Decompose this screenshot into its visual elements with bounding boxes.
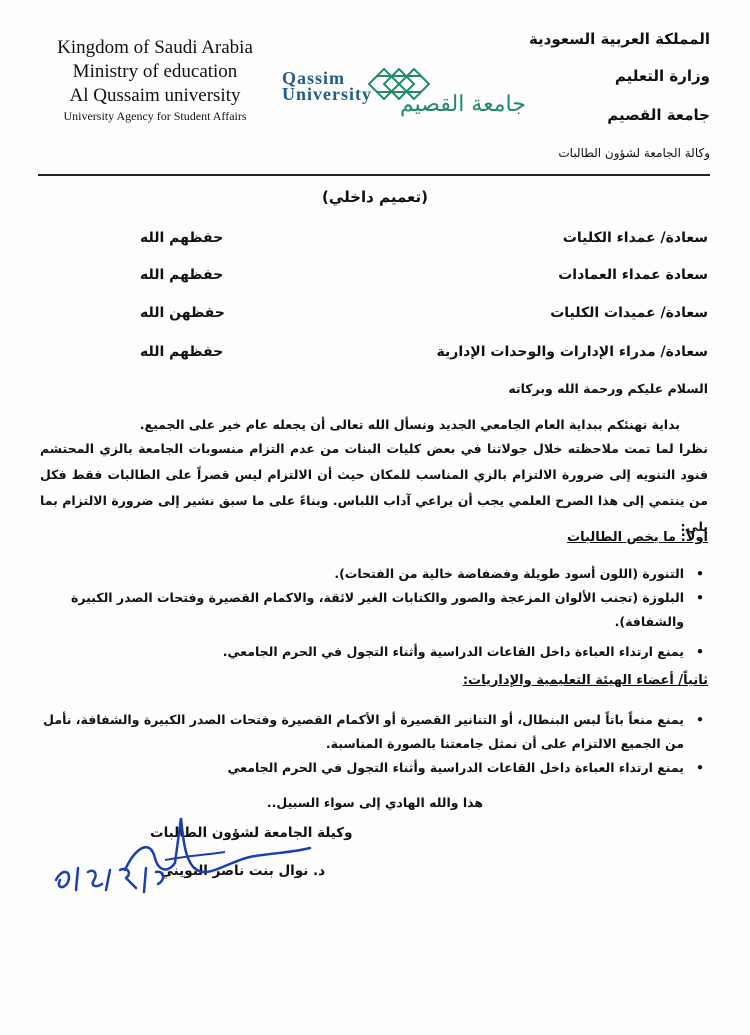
section-staff-list [34,708,708,780]
memo-title: (تعميم داخلي) [322,188,428,206]
english-header [40,36,270,124]
addressee-2: سعادة عمداء العمادات [558,267,708,283]
en-university: Al Qussaim university [69,85,241,106]
section-students-title: أولاً: ما يخص الطالبات [567,530,708,545]
header-divider [38,174,710,176]
greeting-4: حفظهم الله [140,344,224,360]
signature-role: وكيلة الجامعة لشؤون الطالبات [150,825,353,841]
closing-line: هذا والله الهادي إلى سواء السبيل.. [266,795,484,810]
ar-university: جامعة القصيم [607,106,710,124]
section-staff-title: ثانياً/ أعضاء الهيئة التعليمية والإداريات: [462,673,708,688]
list-item: • يمنع ارتداء العباءة داخل القاعات الدراسية وأثناء التجول في الحرم الجامعي [227,760,704,775]
greeting-2: حفظهم الله [140,267,224,283]
list-item: • يمنع ارتداء العباءة داخل القاعات الدراسية وأثناء التجول في الحرم الجامعي. [222,644,704,659]
list-item: • يمنع منعاً باتاً لبس البنطال، أو التنانير القصيرة أو الأكمام القصيرة وفتحات الصدر الكبيرة والشفافة، نأمل من الجميع الالتزام على أن نمثل جامعتنا بالصورة المناسبة. [43,712,704,751]
addressee-4: سعادة/ مدراء الإدارات والوحدات الإدارية [436,344,708,360]
body-paragraph-1: بداية نهنئكم ببداية العام الجامعي الجديد ونسأل الله تعالى أن يجعله عام خير على الجميع. [139,417,680,432]
ar-agency: وكالة الجامعة لشؤون الطالبات [558,146,710,160]
arabic-header [450,30,710,170]
en-country: Kingdom of Saudi Arabia [57,37,253,58]
ar-country: المملكة العربية السعودية [528,30,710,48]
addressee-3: سعادة/ عميدات الكليات [550,305,708,321]
section-students-list [34,562,708,664]
en-agency: University Agency for Student Affairs [63,109,247,123]
addressee-1: سعادة/ عمداء الكليات [562,230,708,246]
list-item: • التنورة (اللون أسود طويلة وفضفاضة خالية من الفتحات). [334,566,704,581]
list-item: • البلوزة (تجنب الألوان المزعجة والصور والكتابات الغير لائقة، والاكمام القصيرة وفتحات الصدر الكبيرة والشفافة). [70,590,704,629]
ar-ministry: وزارة التعليم [614,67,710,85]
logo-en-text: Qassim University [282,68,372,104]
salutation: السلام عليكم ورحمة الله وبركاته [508,381,708,396]
en-ministry: Ministry of education [72,61,238,82]
logo-ar-text: جامعة القصيم [400,92,526,117]
greeting-1: حفظهم الله [140,230,224,246]
body-paragraph-2: نظرا لما تمت ملاحظته خلال جولاتنا في بعض كليات البنات من عدم التزام منسوبات الجامعة بالزي المحتشم فنود التنويه إلى ضرورة الالتزام بالزي المناسب للمكان حيث أن الالتزام ليس قصراً على الطالبات فقط فكل من ينتمي إلى هذا الصرح العلمي يجب أن يراعي آداب اللباس. وبناءً على ما سبق نشير إلى ضرورة الالتزام بما يلي: [40,441,708,534]
greeting-3: حفظهن الله [140,305,225,321]
signature-name: د. نوال بنت ناصر الثويني [160,863,326,879]
handwritten-date-icon [48,858,188,898]
